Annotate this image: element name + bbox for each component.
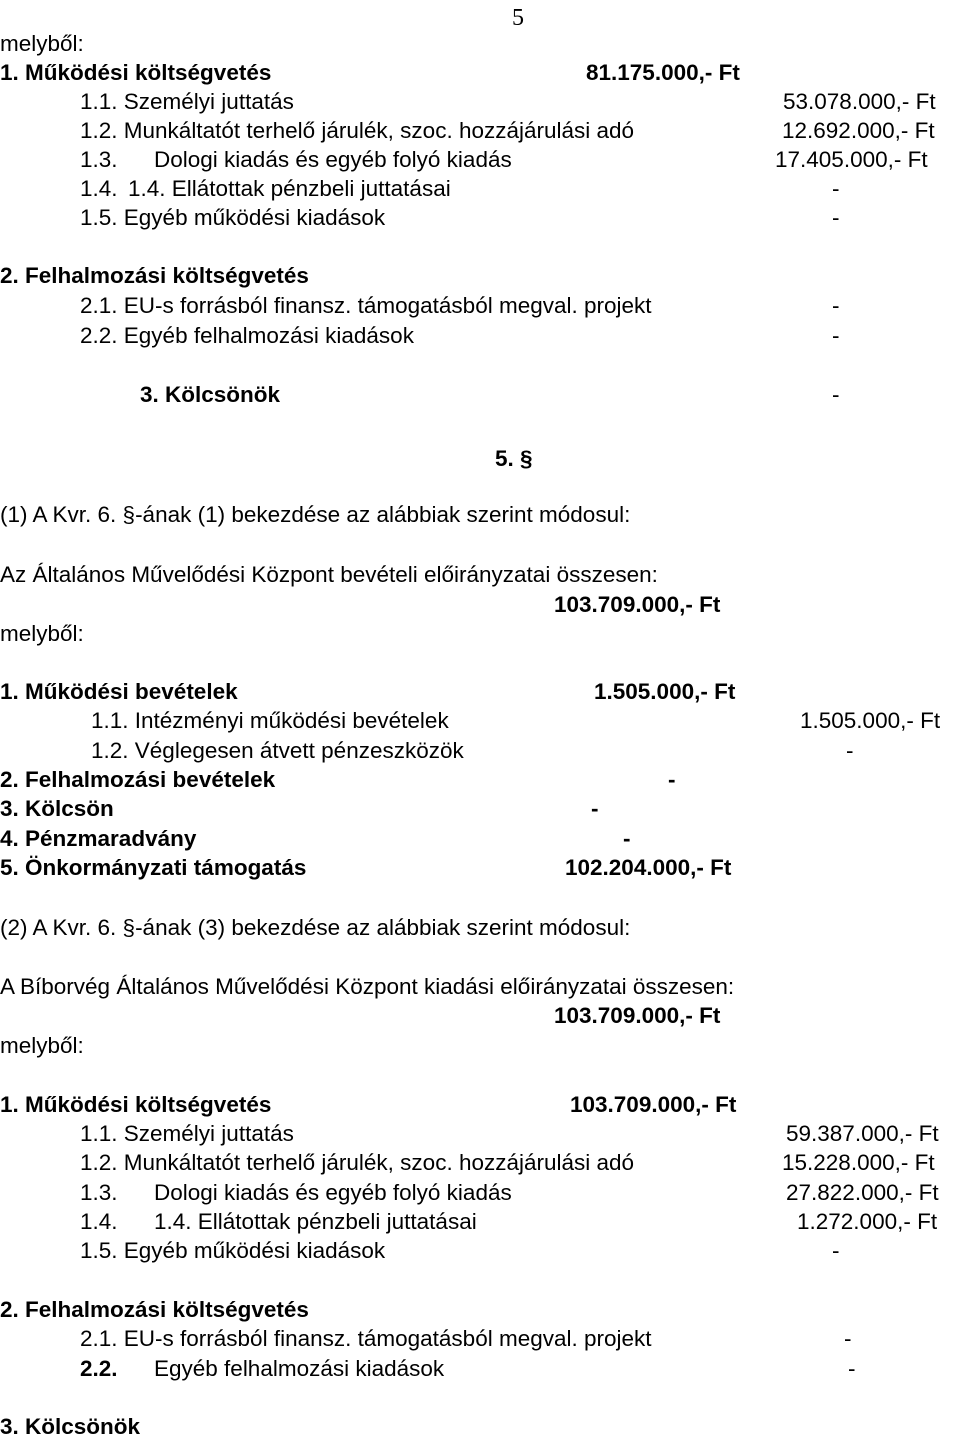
item-value: 1.505.000,- Ft [800, 708, 941, 733]
item-value: 17.405.000,- Ft [775, 147, 928, 172]
item-label: 2.2. Egyéb felhalmozási kiadások [80, 323, 414, 348]
item-number: 1.3. [80, 1180, 118, 1205]
item-label: 1.1. Intézményi működési bevételek [91, 708, 449, 733]
item-label: 3. Kölcsön [0, 796, 114, 821]
item-value: - [832, 382, 840, 407]
item-value: - [832, 205, 840, 230]
item-label: 1.4. Ellátottak pénzbeli juttatásai [128, 176, 451, 201]
melybol-label: melyből: [0, 31, 84, 56]
section-heading: 3. Kölcsönök [140, 382, 281, 407]
item-value: - [846, 738, 854, 763]
item-label: 1.2. Munkáltatót terhelő járulék, szoc. hozzájárulási adó [80, 118, 635, 143]
page-number: 5 [512, 5, 524, 31]
item-label: 1.4. Ellátottak pénzbeli juttatásai [154, 1209, 477, 1234]
summary-text: Az Általános Művelődési Központ bevételi előirányzatai összesen: [0, 562, 658, 587]
item-number: 1.4. [80, 1209, 118, 1234]
item-number: 2.2. [80, 1356, 118, 1381]
section-heading: 3. Kölcsönök [0, 1414, 141, 1439]
item-value: - [832, 293, 840, 318]
item-value: - [832, 323, 840, 348]
paragraph-intro: (1) A Kvr. 6. §-ának (1) bekezdése az alábbiak szerint módosul: [0, 502, 631, 527]
section-heading: 2. Felhalmozási költségvetés [0, 263, 309, 288]
item-value: - [844, 1326, 852, 1351]
item-value: - [832, 1238, 840, 1263]
item-label: Dologi kiadás és egyéb folyó kiadás [154, 147, 512, 172]
item-value: 59.387.000,- Ft [786, 1121, 939, 1146]
summary-text: A Bíborvég Általános Művelődési Központ kiadási előirányzatai összesen: [0, 974, 735, 999]
item-label: 4. Pénzmaradvány [0, 826, 197, 851]
item-value: - [848, 1356, 856, 1381]
melybol-label: melyből: [0, 621, 84, 646]
item-label: Egyéb felhalmozási kiadások [154, 1356, 445, 1381]
item-number: 1.4. [80, 176, 118, 201]
item-value: 1.505.000,- Ft [594, 679, 736, 704]
item-value: 1.272.000,- Ft [797, 1209, 938, 1234]
item-value: 102.204.000,- Ft [565, 855, 732, 880]
item-label: 1. Működési bevételek [0, 679, 238, 704]
item-label: 1. Működési költségvetés [0, 1092, 272, 1117]
item-value: 15.228.000,- Ft [782, 1150, 935, 1175]
summary-total: 103.709.000,- Ft [554, 1003, 721, 1028]
item-value: 53.078.000,- Ft [783, 89, 936, 114]
item-label: 1.1. Személyi juttatás [80, 1121, 294, 1146]
item-value: - [623, 826, 631, 851]
item-value: - [668, 767, 676, 792]
paragraph-heading: 5. § [495, 446, 533, 471]
paragraph-intro: (2) A Kvr. 6. §-ának (3) bekezdése az alábbiak szerint módosul: [0, 915, 631, 940]
item-value: 12.692.000,- Ft [782, 118, 935, 143]
item-label: 1.1. Személyi juttatás [80, 89, 294, 114]
item-value: 27.822.000,- Ft [786, 1180, 939, 1205]
melybol-label: melyből: [0, 1033, 84, 1058]
item-label: 2.1. EU-s forrásból finansz. támogatásból megval. projekt [80, 1326, 652, 1351]
section-heading: 2. Felhalmozási költségvetés [0, 1297, 309, 1322]
item-label: 2.1. EU-s forrásból finansz. támogatásból megval. projekt [80, 293, 652, 318]
item-value: - [832, 176, 840, 201]
item-label: 1.5. Egyéb működési kiadások [80, 1238, 386, 1263]
item-label: 2. Felhalmozási bevételek [0, 767, 276, 792]
item-number: 1.3. [80, 147, 118, 172]
item-label: Dologi kiadás és egyéb folyó kiadás [154, 1180, 512, 1205]
item-label: 1. Működési költségvetés [0, 60, 272, 85]
item-label: 5. Önkormányzati támogatás [0, 855, 307, 880]
summary-total: 103.709.000,- Ft [554, 592, 721, 617]
item-value: 103.709.000,- Ft [570, 1092, 737, 1117]
item-label: 1.2. Véglegesen átvett pénzeszközök [91, 738, 464, 763]
item-label: 1.5. Egyéb működési kiadások [80, 205, 386, 230]
item-label: 1.2. Munkáltatót terhelő járulék, szoc. hozzájárulási adó [80, 1150, 635, 1175]
item-value: 81.175.000,- Ft [586, 60, 740, 85]
item-value: - [591, 796, 599, 821]
